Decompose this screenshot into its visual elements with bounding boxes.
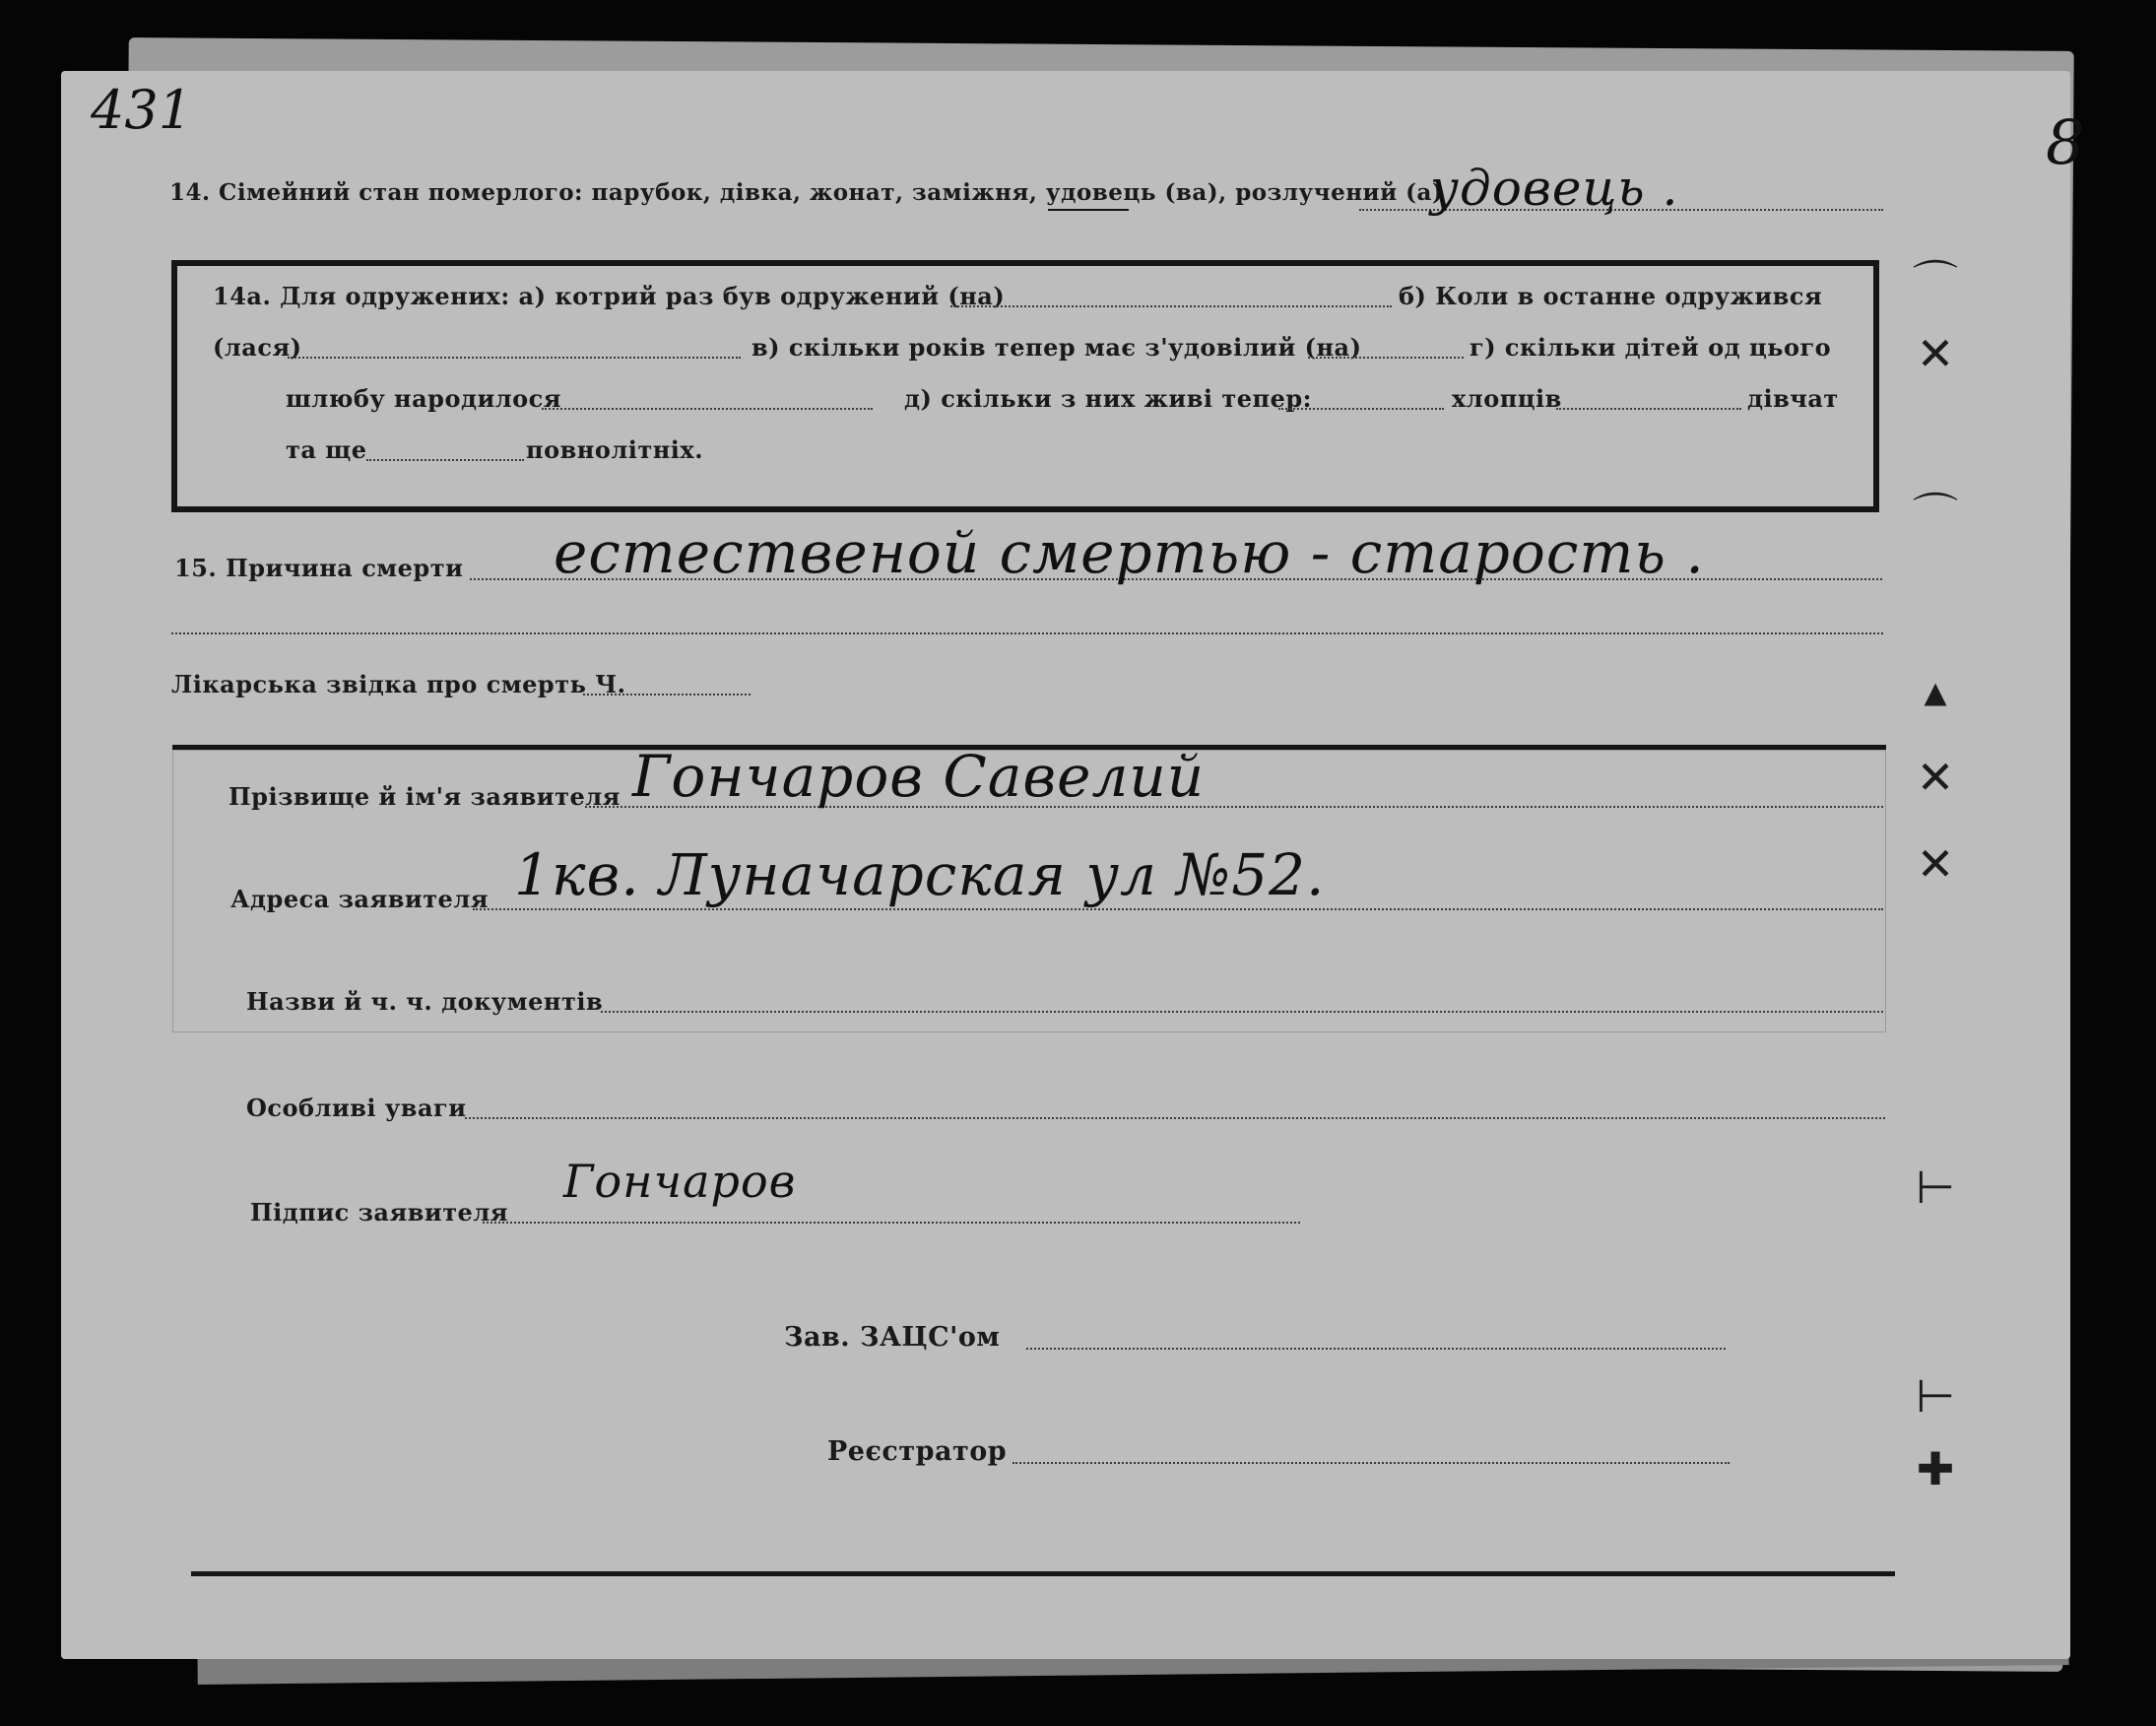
alive-now-line xyxy=(1278,408,1444,410)
last-married-line xyxy=(288,357,741,359)
cause-of-death-value: естественой смертью - старость . xyxy=(554,519,1705,586)
cause-of-death-line-2 xyxy=(171,632,1883,634)
punch-hole-mark: ⊢ xyxy=(1915,1161,1956,1214)
marriage-born-label: шлюбу народилося xyxy=(286,384,562,413)
special-notes-line xyxy=(465,1117,1885,1119)
boys-label: хлопців xyxy=(1452,384,1562,413)
bottom-rule xyxy=(191,1571,1895,1576)
special-notes-label: Особливі уваги xyxy=(246,1094,467,1122)
registrar-line xyxy=(1013,1462,1730,1464)
married-info-box xyxy=(171,260,1879,512)
applicant-address-line xyxy=(473,908,1883,910)
corner-mark: 8 xyxy=(2046,106,2085,178)
marital-status-value: удовець . xyxy=(1430,160,1679,217)
form-page xyxy=(61,71,2085,1659)
times-married-line xyxy=(950,305,1392,307)
medical-report-line xyxy=(583,694,751,696)
applicant-signature-line xyxy=(483,1222,1300,1224)
punch-hole-mark: ✚ xyxy=(1916,1442,1955,1495)
applicant-signature-value: Гончаров xyxy=(563,1155,797,1208)
corner-number: 431 xyxy=(91,79,193,141)
adults-label: повнолітніх. xyxy=(526,435,704,464)
punch-hole-mark: ⌒ xyxy=(1913,256,1958,309)
punch-hole-mark: ✕ xyxy=(1916,327,1955,380)
last-married-label: б) Коли в останне одружився xyxy=(1399,282,1823,310)
punch-hole-mark: ⌒ xyxy=(1913,489,1958,542)
punch-hole-mark: ✕ xyxy=(1916,837,1955,891)
adults-line xyxy=(366,459,524,461)
underline-widower xyxy=(1048,209,1129,211)
applicant-name-value: Гончаров Савелий xyxy=(632,743,1206,810)
applicant-address-value: 1кв. Луначарская ул №52. xyxy=(514,841,1326,908)
years-widowed-label: в) скільки років тепер має з'удовілий (на) xyxy=(751,333,1362,362)
alive-now-label: д) скільки з них живі тепер: xyxy=(904,384,1312,413)
times-married-label: 14а. Для одружених: а) котрий раз був одружений (на) xyxy=(213,282,1006,310)
medical-report-label: Лікарська звідка про смерть Ч. xyxy=(171,670,626,698)
applicant-name-label: Прізвище й ім'я заявителя xyxy=(229,782,621,811)
lasya-label: (лася) xyxy=(213,333,302,362)
girls-label: дівчат xyxy=(1747,384,1839,413)
zags-head-line xyxy=(1026,1348,1726,1350)
boys-line xyxy=(1556,408,1741,410)
punch-hole-mark: ✕ xyxy=(1916,751,1955,804)
children-born-line xyxy=(542,408,873,410)
documents-line xyxy=(601,1011,1883,1013)
documents-label: Назви й ч. ч. документів xyxy=(246,987,604,1016)
zags-head-label: Зав. ЗАЦС'ом xyxy=(784,1322,1001,1353)
cause-of-death-label: 15. Причина смерти xyxy=(174,554,464,582)
punch-hole-mark: ▴ xyxy=(1924,664,1947,717)
punch-hole-mark: ⊢ xyxy=(1915,1369,1956,1423)
also-label: та ще xyxy=(286,435,367,464)
children-count-label: г) скільки дітей од цього xyxy=(1470,333,1832,362)
registrar-label: Реєстратор xyxy=(827,1436,1008,1467)
applicant-signature-label: Підпис заявителя xyxy=(250,1198,508,1227)
marital-status-label: 14. Сімейний стан померлого: парубок, дівка, жонат, заміжня, удовець (ва), розлучений (а) xyxy=(169,179,1444,206)
years-widowed-line xyxy=(1308,357,1464,359)
applicant-address-label: Адреса заявителя xyxy=(230,885,489,913)
